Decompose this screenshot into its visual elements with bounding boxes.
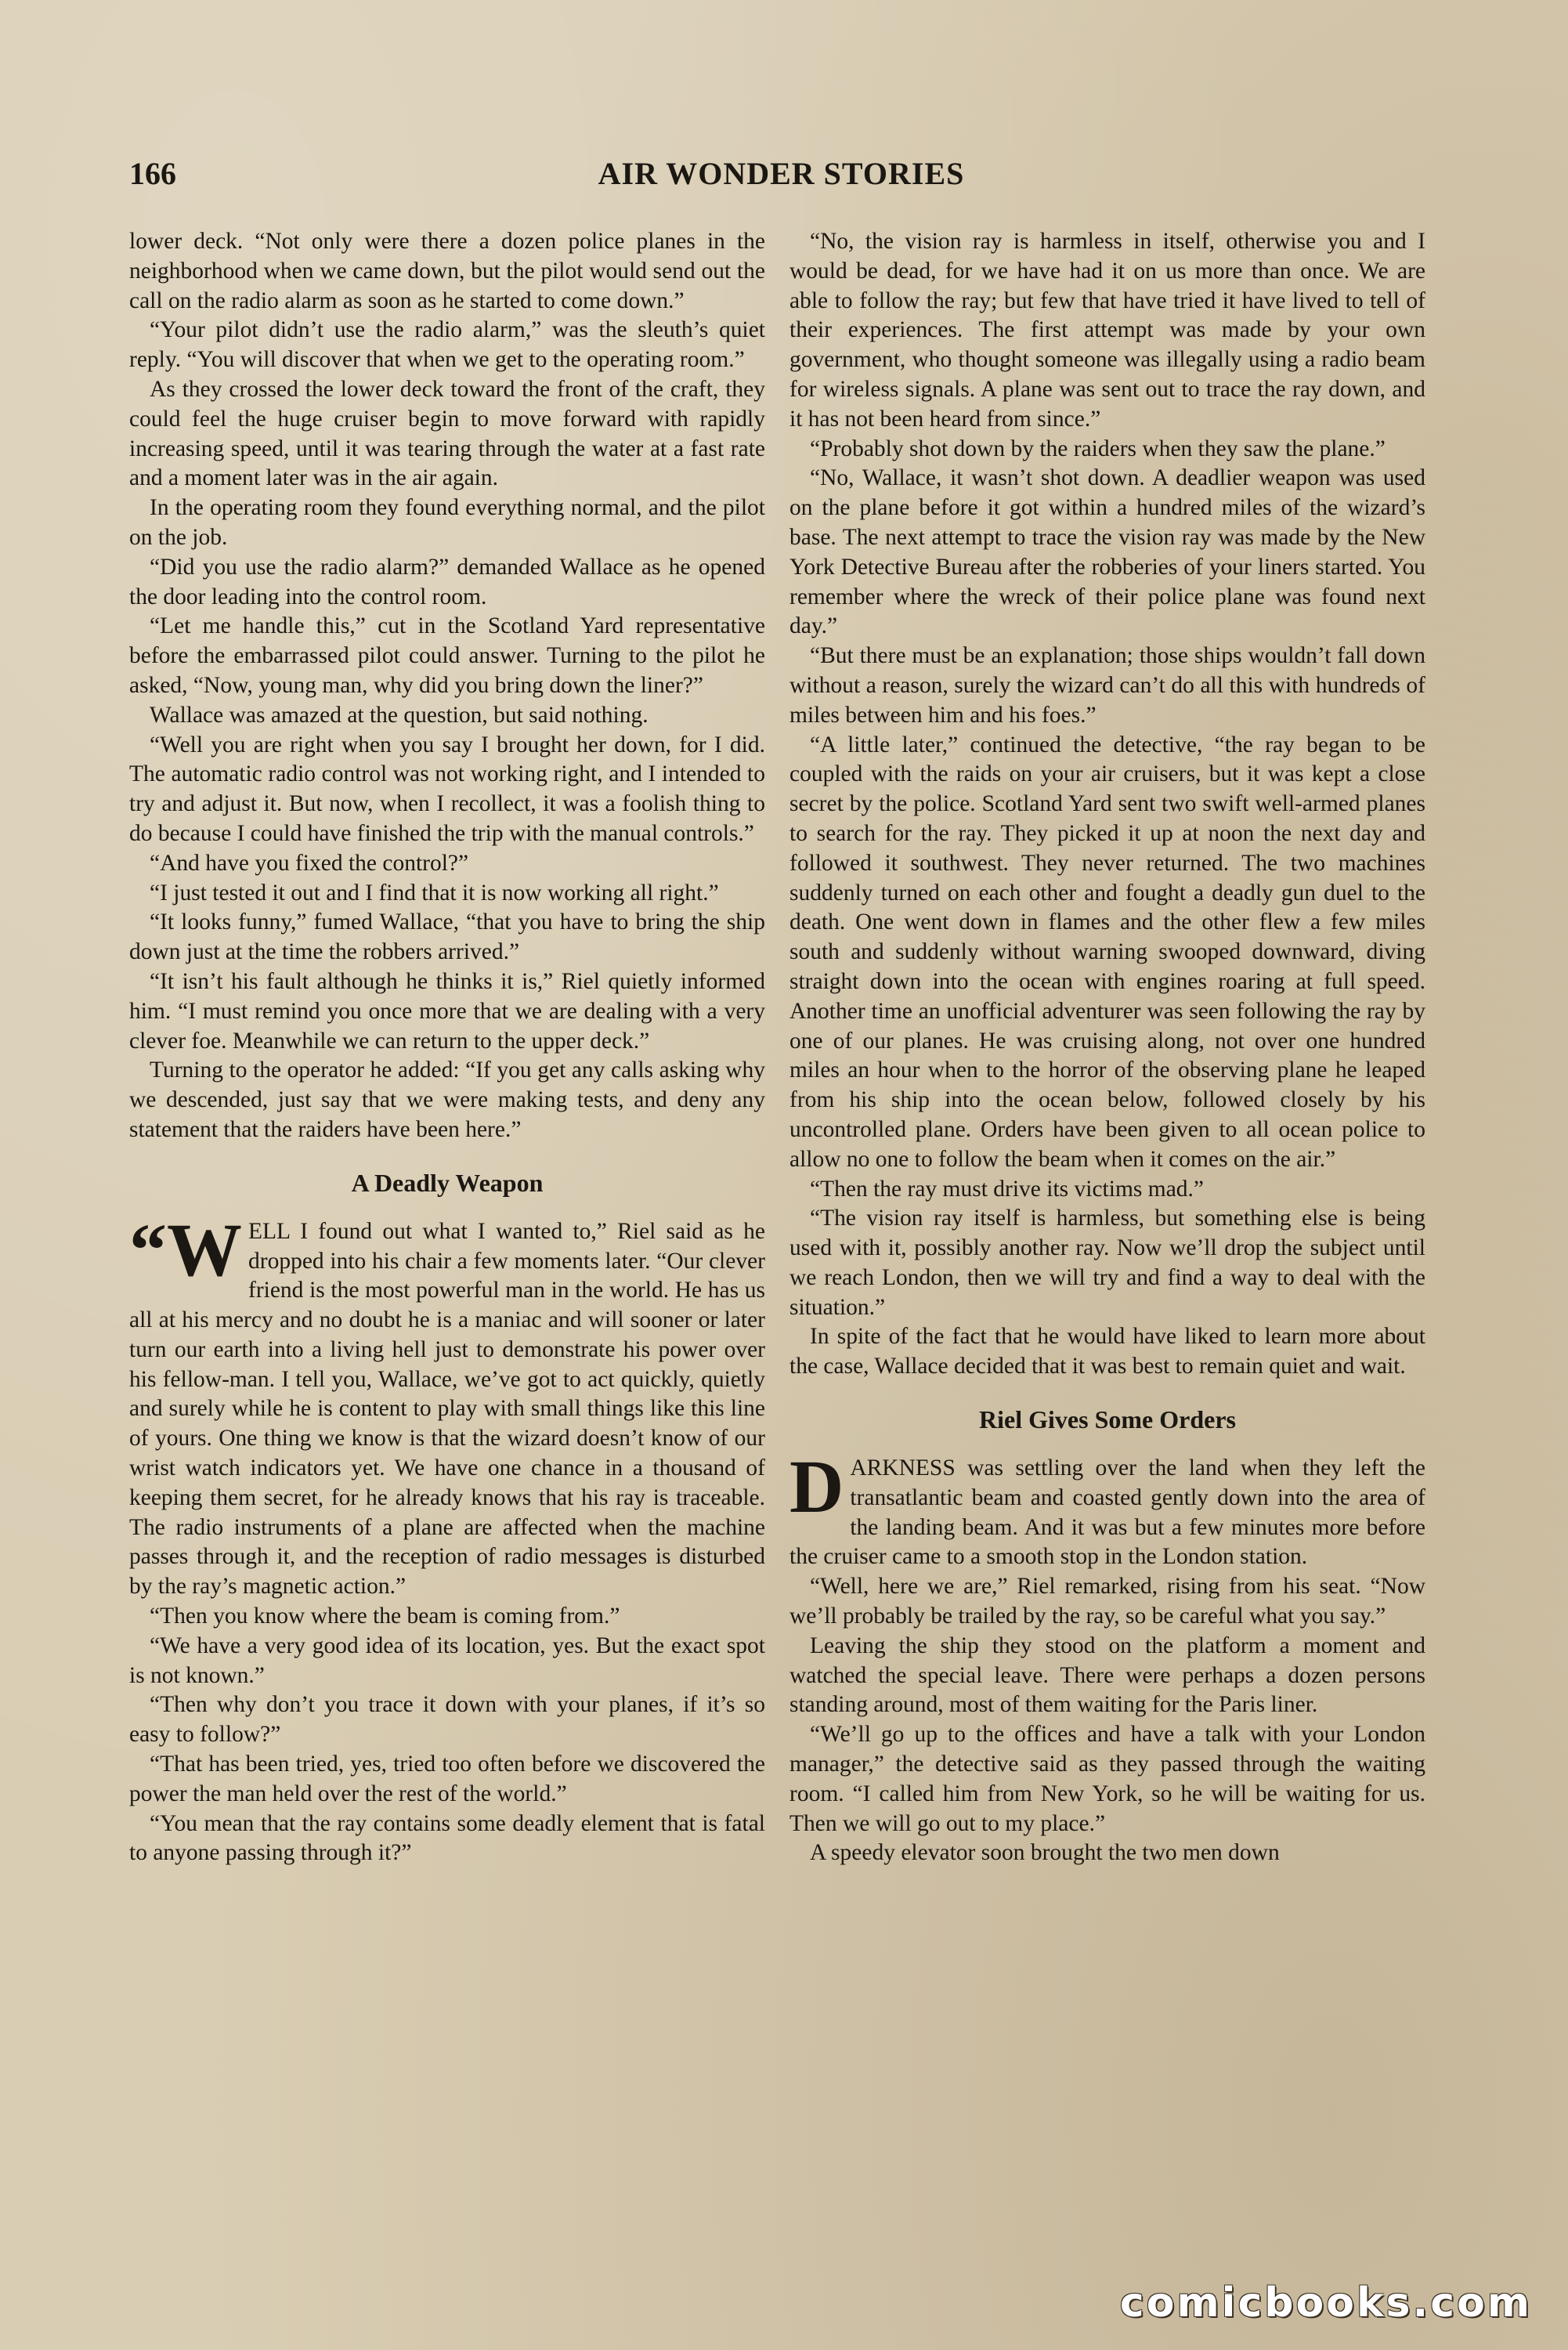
body-paragraph: Wallace was amazed at the question, but said nothing.: [150, 702, 649, 728]
body-paragraph: “No, Wallace, it wasn’t shot down. A deadlier weapon was used on the plane before it got within a hundred miles of the wizard’s base. The next attempt to trace the vision ray was made by the New York Detective Bureau after the robberies of your liners started. You remember where the wreck of their police plane was found next day.”: [789, 465, 1425, 639]
magazine-title: AIR WONDER STORIES: [598, 156, 965, 191]
body-paragraph: “But there must be an explanation; those ships wouldn’t fall down without a reason, surely the wizard can’t do all this with hundreds of miles between him and his foes.”: [789, 643, 1425, 728]
body-paragraph: “Let me handle this,” cut in the Scotland Yard representative before the embarrassed pilot could answer. Turning to the pilot he asked, “Now, young man, why did you bring down the liner?”: [129, 613, 765, 698]
body-paragraph: “I just tested it out and I find that it is now working all right.”: [150, 880, 719, 906]
body-paragraph: “Well you are right when you say I brought her down, for I did. The automatic radio control was not working right, and I intended to try and adjust it. But now, when I recollect, it was a foolish thing to do because I could have finished the trip with the manual controls.”: [129, 732, 765, 846]
body-paragraph: “You mean that the ray contains some deadly element that is fatal to anyone passing through it?”: [129, 1810, 765, 1866]
body-paragraph: “Your pilot didn’t use the radio alarm,” was the sleuth’s quiet reply. “You will discover that when we get to the operating room.”: [129, 317, 765, 373]
body-paragraph: Leaving the ship they stood on the platform a moment and watched the special leave. There were perhaps a dozen persons standing around, most of them waiting for the Paris liner.: [789, 1632, 1425, 1718]
dropcap-paragraph-text: ELL I found out what I wanted to,” Riel said as he dropped into his chair a few moments later. “Our clever friend is the most powerful man in the world. He has us all at his mercy and no doubt he is a maniac and will sooner or later turn our earth into a living hell just to demonstrate his power over his fellow-man. I tell you, Wallace, we’ve got to act quickly, quietly and surely while he is content to play with small things like this line of yours. One thing we know is that the wizard doesn’t know of our wrist watch indicators yet. We have one chance in a thousand of keeping them secret, for he already knows that his ray is traceable. The radio instruments of a plane are affected when the machine passes through it, and the reception of radio messages is disturbed by the ray’s magnetic action.”: [129, 1218, 765, 1600]
left-column: [129, 227, 765, 1868]
body-paragraph: In spite of the fact that he would have liked to learn more about the case, Wallace decided that it was best to remain quiet and wait.: [789, 1324, 1425, 1379]
body-paragraph: “And have you fixed the control?”: [150, 850, 469, 876]
body-paragraph: As they crossed the lower deck toward the front of the craft, they could feel the huge cruiser begin to move forward with rapidly increasing speed, until it was tearing through the water at a fast rate and a moment later was in the air again.: [129, 376, 765, 491]
left-paragraphs-after: [129, 1602, 765, 1868]
body-paragraph: “Probably shot down by the raiders when they saw the plane.”: [810, 436, 1386, 461]
body-paragraph: “Then you know where the beam is coming from.”: [150, 1603, 620, 1629]
right-paragraphs-before: [789, 227, 1425, 1382]
body-paragraph: “It looks funny,” fumed Wallace, “that you have to bring the ship down just at the time the robbers arrived.”: [129, 909, 765, 965]
right-column: [789, 227, 1425, 1868]
dropcap-letter: “W: [129, 1207, 242, 1292]
dropcap-letter: D: [789, 1444, 844, 1529]
watermark-logo: comicbooks.com: [1119, 2280, 1532, 2326]
body-paragraph: “We have a very good idea of its location, yes. But the exact spot is not known.”: [129, 1632, 765, 1688]
dropcap-paragraph-text: ARKNESS was settling over the land when they left the transatlantic beam and coasted gently down into the area of the landing beam. And it was but a few minutes more before the cruiser came to a smooth stop in the London station.: [789, 1455, 1425, 1570]
body-paragraph: A speedy elevator soon brought the two men down: [810, 1840, 1280, 1866]
body-paragraph: “We’ll go up to the offices and have a talk with your London manager,” the detective said as they passed through the waiting room. “I called him from New York, so he will be waiting for us. Then we will go out to my place.”: [789, 1722, 1425, 1836]
body-paragraph: “Did you use the radio alarm?” demanded Wallace as he opened the door leading into the control room.: [129, 554, 765, 609]
body-paragraph: “Then the ray must drive its victims mad.”: [810, 1176, 1205, 1202]
dropcap-paragraph: [129, 1207, 765, 1602]
left-paragraphs-before: [129, 227, 765, 1145]
body-paragraph: “That has been tried, yes, tried too often before we discovered the power the man held over the rest of the world.”: [129, 1752, 765, 1806]
body-paragraph: “It isn’t his fault although he thinks it is,” Riel quietly informed him. “I must remind you once more that we are dealing with a very clever foe. Meanwhile we can return to the upper deck.”: [129, 968, 765, 1054]
page-header: [129, 155, 1433, 194]
section-heading-deadly-weapon: A Deadly Weapon: [351, 1168, 544, 1197]
body-paragraph: lower deck. “Not only were there a dozen police planes in the neighborhood when we came down, but the pilot would send out the call on the radio alarm as soon as he started to come down.”: [129, 229, 765, 313]
body-paragraph: “A little later,” continued the detective, “the ray began to be coupled with the raids on your air cruisers, but it was kept a close secret by the police. Scotland Yard sent two swift well-armed planes to search for the ray. They picked it up at noon the next day and followed it southwest. They never returned. The two machines suddenly turned on each other and fought a deadly gun duel to the death. One went down in flames and the other flew a few miles south and suddenly without warning swooped downward, diving straight down into the ocean with engines roaring at full speed. Another time an unofficial adventurer was seen following the ray by one of our planes. He was cruising along, not over one hundred miles an hour when to the horror of the observing plane he leaped from his ship into the ocean below, followed closely by his uncontrolled plane. Orders have been given to all ocean police to allow no one to follow the beam when it comes on the air.”: [789, 732, 1425, 1172]
body-paragraph: “The vision ray itself is harmless, but something else is being used with it, possibly another ray. Now we’ll drop the subject until we reach London, then we will try and find a way to deal with the situation.”: [789, 1206, 1425, 1320]
body-paragraph: Turning to the operator he added: “If you get any calls asking why we descended, just say that we were making tests, and deny any statement that the raiders have been here.”: [129, 1058, 765, 1142]
page-number: 166: [129, 156, 176, 191]
body-paragraph: “No, the vision ray is harmless in itself, otherwise you and I would be dead, for we have had it on us more than once. We are able to follow the ray; but few that have tried it have lived to tell of their experiences. The first attempt was made by your own government, who thought someone was illegally using a radio beam for wireless signals. A plane was sent out to trace the ray down, and it has not been heard from since.”: [789, 229, 1425, 432]
body-paragraph: In the operating room they found everything normal, and the pilot on the job.: [129, 495, 765, 550]
body-paragraph: “Well, here we are,” Riel remarked, rising from his seat. “Now we’ll probably be trailed by the ray, so be careful what you say.”: [789, 1574, 1425, 1629]
dropcap-paragraph: [789, 1444, 1425, 1572]
body-paragraph: “Then why don’t you trace it down with your planes, if it’s so easy to follow?”: [129, 1692, 765, 1748]
right-paragraphs-after: [789, 1572, 1425, 1868]
section-heading-riel-orders: Riel Gives Some Orders: [979, 1405, 1236, 1434]
